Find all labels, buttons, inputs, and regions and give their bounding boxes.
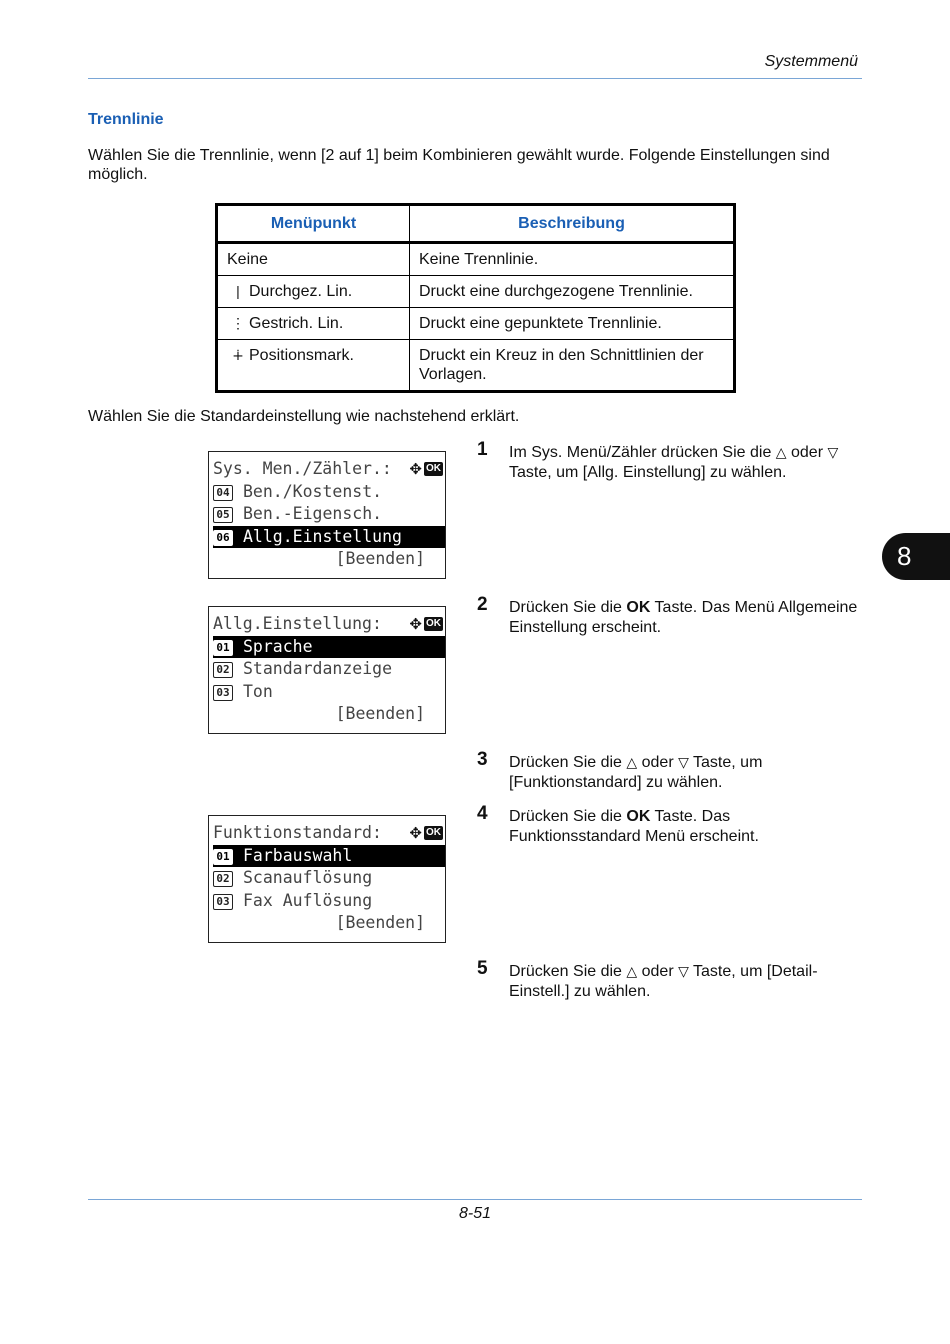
description-cell: Druckt ein Kreuz in den Schnittlinien der Vorlagen.: [410, 340, 735, 392]
step-number: 1: [477, 439, 488, 460]
lcd-title: Funktionstandard:: [213, 823, 382, 842]
step-text: Drücken Sie die OK Taste. Das Funktionsstandard Menü erscheint.: [509, 808, 759, 845]
item-number-badge: 01: [213, 640, 233, 656]
lcd-menu-item-selected: [213, 526, 445, 549]
page-number: 8-51: [458, 1205, 492, 1222]
up-triangle-icon: △: [626, 755, 638, 771]
lcd-menu-item: [209, 890, 445, 913]
menu-item-label: Durchgez. Lin.: [249, 283, 353, 300]
section-title: Trennlinie: [88, 111, 164, 128]
lcd-title: Sys. Men./Zähler.:: [213, 459, 392, 478]
down-triangle-icon: ▽: [678, 964, 689, 980]
column-header-description: Beschreibung: [410, 205, 735, 243]
item-number-badge: 02: [213, 662, 233, 678]
step-5: [477, 958, 867, 1002]
standard-setting-instruction: Wählen Sie die Standardeinstellung wie nachstehend erklärt.: [88, 408, 520, 425]
lcd-title-row: [209, 458, 445, 481]
lcd-menu-item: [209, 481, 445, 504]
up-triangle-icon: △: [626, 964, 638, 980]
menu-item-label: Keine: [227, 251, 268, 268]
menu-item-label: Gestrich. Lin.: [249, 315, 344, 332]
lcd-title-row: [209, 613, 445, 636]
lcd-item-label: Sprache: [243, 636, 313, 656]
lcd-exit-label: [Beenden]: [335, 549, 425, 568]
step-text: Im Sys. Menü/Zähler drücken Sie die △ oder ▽ Taste, um [Allg. Einstellung] zu wählen.: [509, 444, 839, 481]
table-row: [217, 340, 735, 392]
lcd-title: Allg.Einstellung:: [213, 614, 382, 633]
lcd-item-label: Farbauswahl: [243, 845, 353, 865]
up-triangle-icon: △: [775, 445, 787, 461]
step-number: 5: [477, 958, 488, 979]
down-triangle-icon: ▽: [678, 755, 689, 771]
step-2: [477, 594, 867, 638]
lcd-menu-item: [209, 658, 445, 681]
header-rule: [88, 78, 862, 79]
nav-icons: [409, 458, 443, 480]
ok-icon: OK: [426, 618, 441, 629]
navigation-arrows-icon: ✥: [409, 460, 422, 478]
lcd-menu-item-selected: [213, 845, 445, 868]
item-number-badge: 02: [213, 871, 233, 887]
ok-icon: OK: [426, 463, 441, 474]
ok-key-label: OK: [626, 808, 651, 825]
step-number: 4: [477, 803, 488, 824]
step-number: 3: [477, 749, 488, 770]
lcd-item-label: Fax Auflösung: [243, 890, 373, 910]
step-text: Drücken Sie die △ oder ▽ Taste, um [Detail-Einstell.] zu wählen.: [509, 963, 818, 1000]
step-number: 2: [477, 594, 488, 615]
lcd-screen-system-menu: [208, 451, 446, 579]
lcd-menu-item-selected: [213, 636, 445, 659]
item-number-badge: 01: [213, 849, 233, 865]
step-4: [477, 803, 867, 847]
lcd-item-label: Ton: [243, 681, 273, 701]
step-3: [477, 749, 867, 793]
lcd-item-label: Allg.Einstellung: [243, 526, 402, 546]
table-row: [217, 243, 735, 276]
item-number-badge: 03: [213, 894, 233, 910]
solid-line-icon: |: [236, 283, 240, 299]
down-triangle-icon: ▽: [827, 445, 839, 461]
table-row: [217, 308, 735, 340]
lcd-title-row: [209, 822, 445, 845]
lcd-item-label: Ben.-Eigensch.: [243, 504, 383, 523]
nav-icons: [409, 613, 443, 635]
step-text: Drücken Sie die OK Taste. Das Menü Allgemeine Einstellung erscheint.: [509, 599, 858, 636]
lcd-item-label: Ben./Kostenst.: [243, 481, 383, 501]
lcd-menu-item: [209, 867, 445, 890]
column-header-menu-item: Menüpunkt: [217, 205, 410, 243]
lcd-menu-item: [209, 681, 445, 704]
cross-mark-icon: ∔: [232, 347, 244, 363]
lcd-screen-function-default: [208, 815, 446, 943]
chapter-tab: 8: [882, 533, 950, 580]
step-text: Drücken Sie die △ oder ▽ Taste, um [Funktionstandard] zu wählen.: [509, 754, 763, 791]
lcd-exit-label: [Beenden]: [335, 704, 425, 723]
footer-rule: [88, 1199, 862, 1200]
description-cell: Druckt eine gepunktete Trennlinie.: [410, 308, 735, 340]
dotted-line-icon: ⋮: [231, 315, 245, 331]
item-number-badge: 05: [213, 507, 233, 523]
item-number-badge: 04: [213, 485, 233, 501]
navigation-arrows-icon: ✥: [409, 824, 422, 842]
item-number-badge: 03: [213, 685, 233, 701]
description-cell: Druckt eine durchgezogene Trennlinie.: [410, 276, 735, 308]
lcd-menu-item: [209, 503, 445, 526]
lcd-exit-label: [Beenden]: [335, 913, 425, 932]
description-cell: Keine Trennlinie.: [410, 243, 735, 276]
nav-icons: [409, 822, 443, 844]
running-header: Systemmenü: [764, 53, 858, 70]
table-row: [217, 276, 735, 308]
lcd-item-label: Standardanzeige: [243, 659, 393, 678]
ok-key-label: OK: [626, 599, 651, 616]
intro-paragraph: Wählen Sie die Trennlinie, wenn [2 auf 1] beim Kombinieren gewählt wurde. Folgende Einstellungen sind möglich.: [88, 147, 830, 183]
ok-icon: OK: [426, 827, 441, 838]
lcd-screen-general-settings: [208, 606, 446, 734]
settings-table: [215, 203, 736, 393]
menu-item-label: Positionsmark.: [249, 347, 354, 364]
item-number-badge: 06: [213, 530, 233, 546]
navigation-arrows-icon: ✥: [409, 615, 422, 633]
step-1: [477, 439, 867, 483]
lcd-item-label: Scanauflösung: [243, 868, 373, 887]
